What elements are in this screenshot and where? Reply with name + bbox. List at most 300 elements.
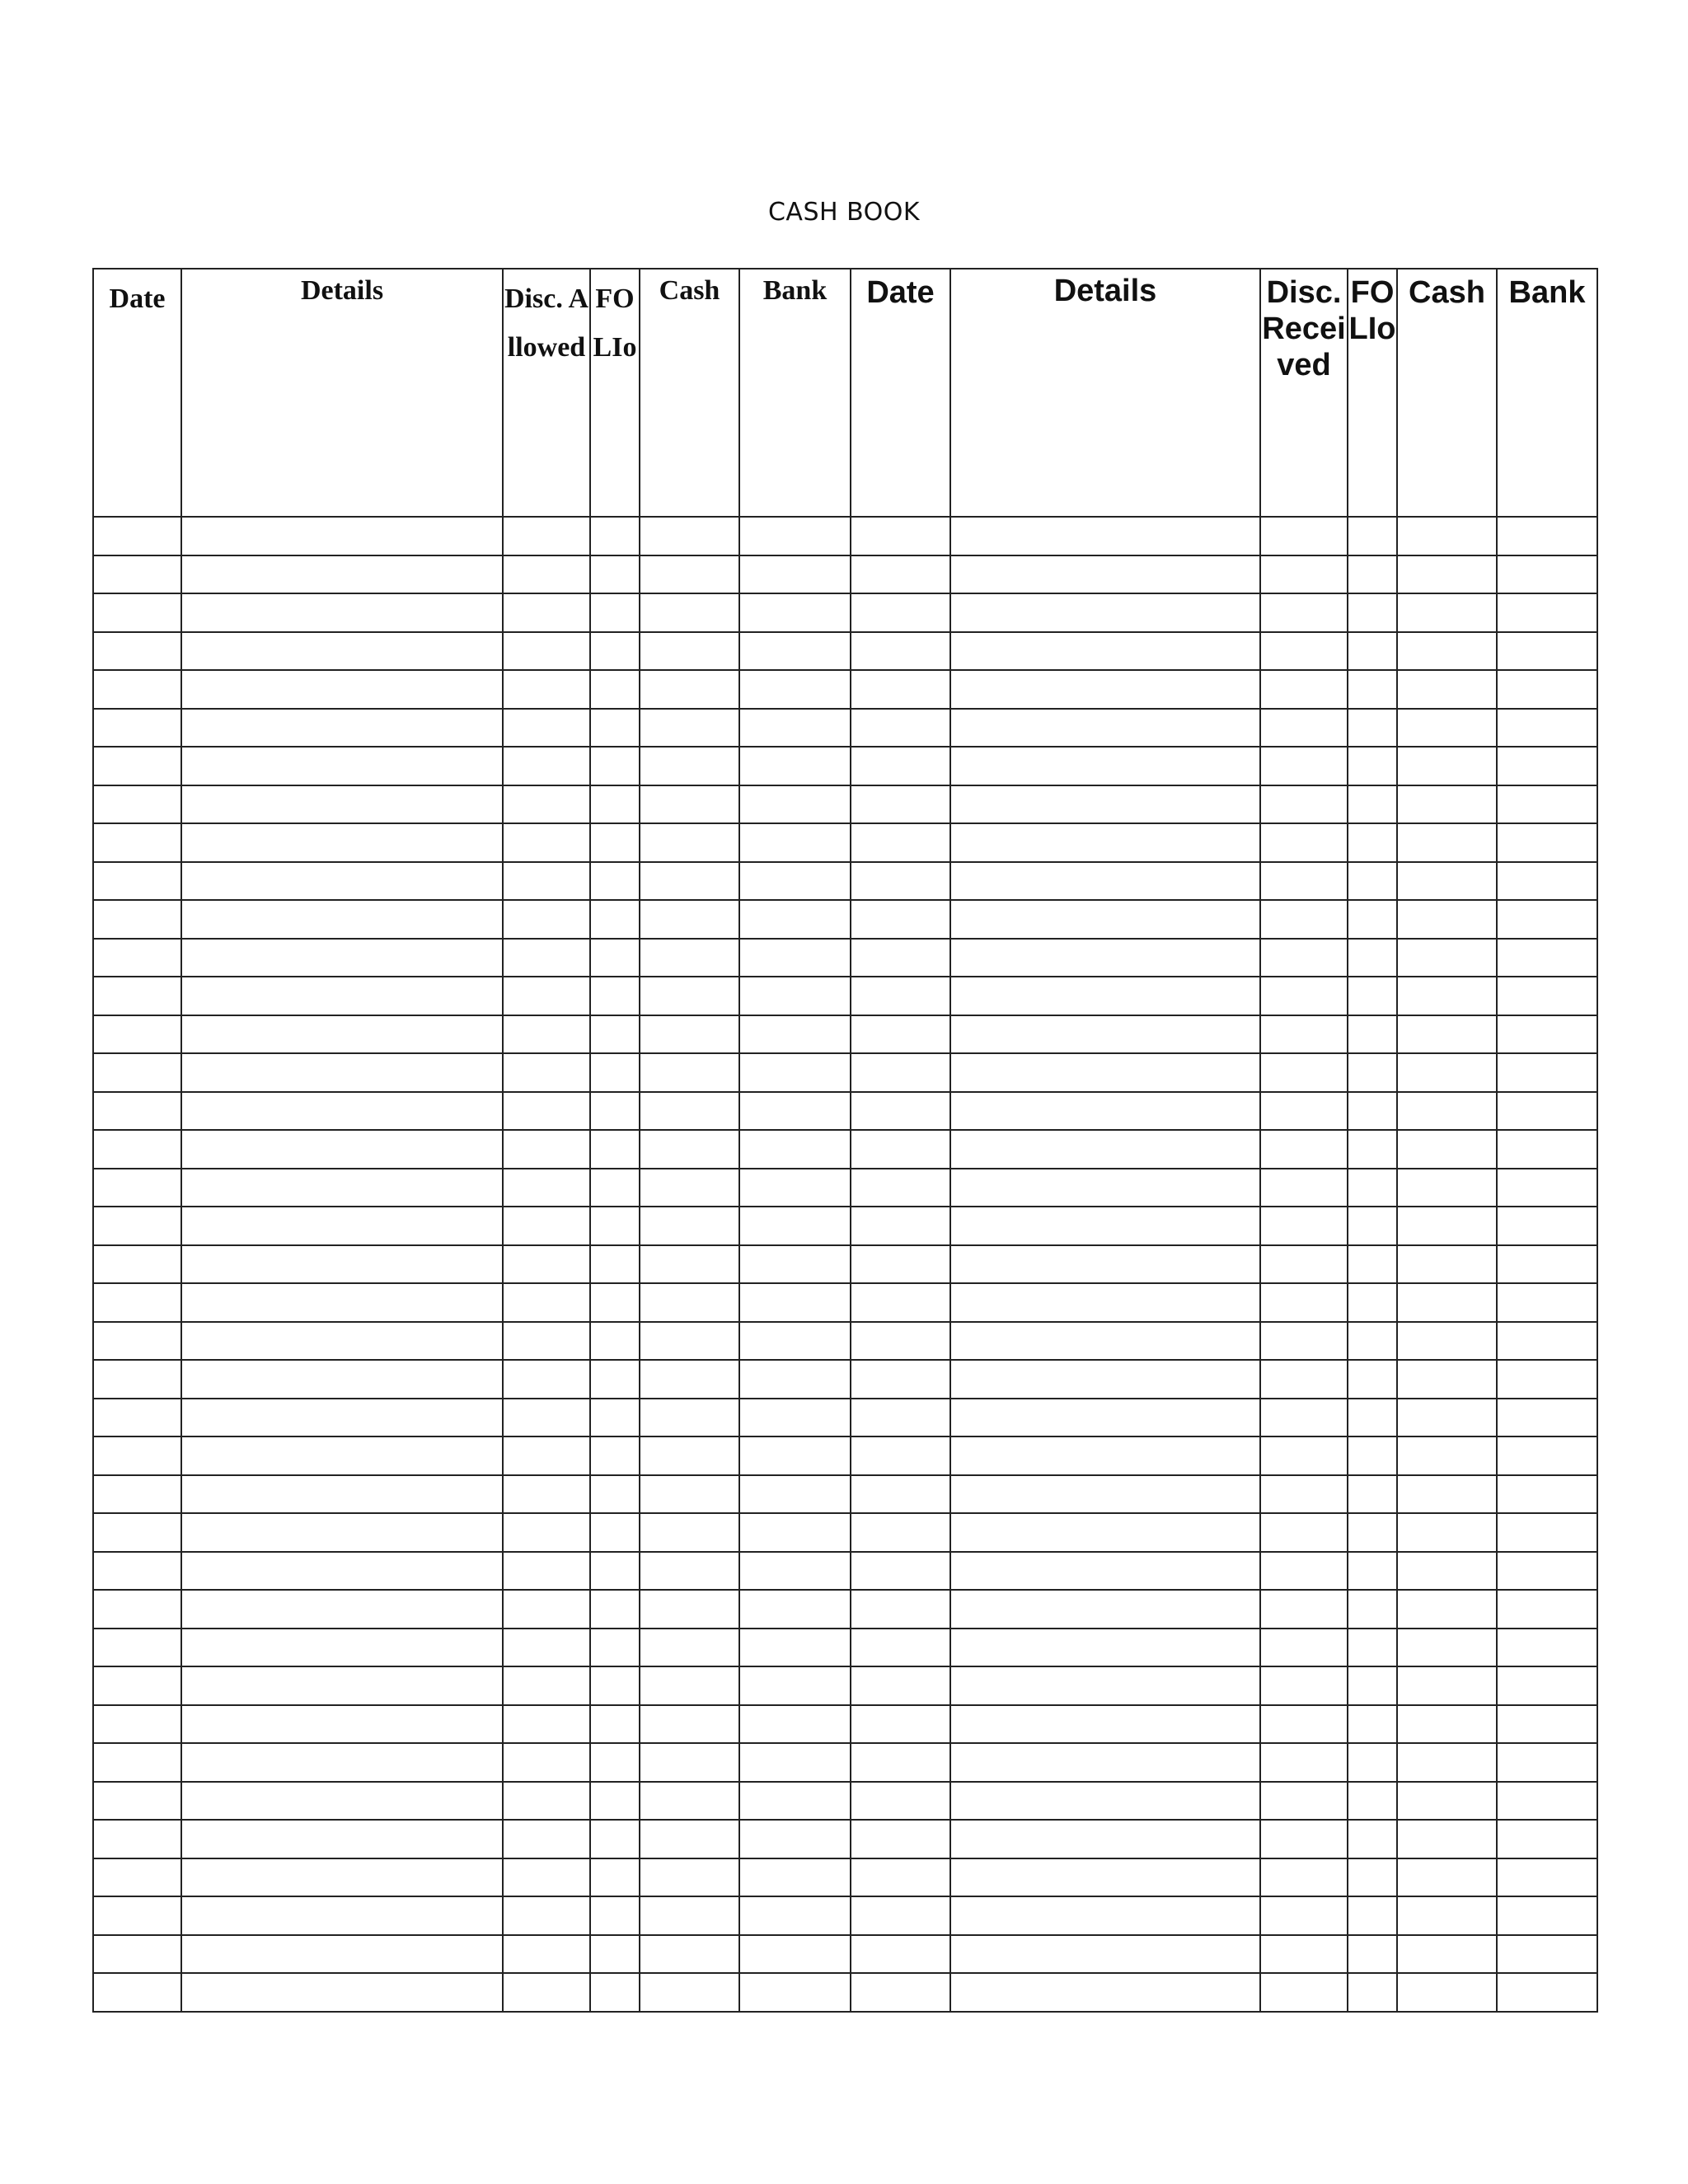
table-cell xyxy=(181,1475,503,1514)
table-cell xyxy=(181,862,503,901)
table-cell xyxy=(739,1207,851,1245)
table-cell xyxy=(1497,1935,1597,1974)
table-row xyxy=(93,1513,1597,1552)
table-cell xyxy=(1397,1705,1497,1744)
table-cell xyxy=(640,1207,739,1245)
table-cell xyxy=(640,939,739,977)
table-cell xyxy=(93,1513,181,1552)
table-cell xyxy=(1397,1896,1497,1935)
table-body xyxy=(93,517,1597,2012)
table-cell xyxy=(950,862,1260,901)
table-cell xyxy=(739,1053,851,1092)
table-cell xyxy=(640,1322,739,1361)
table-cell xyxy=(950,1399,1260,1437)
table-cell xyxy=(640,785,739,824)
table-cell xyxy=(1260,593,1348,632)
table-cell xyxy=(950,823,1260,862)
table-cell xyxy=(590,977,640,1015)
table-cell xyxy=(93,1053,181,1092)
table-cell xyxy=(851,1322,950,1361)
table-cell xyxy=(739,1552,851,1591)
header-cash-credit: Cash xyxy=(1397,269,1497,517)
table-cell xyxy=(503,632,590,671)
table-cell xyxy=(950,1092,1260,1131)
table-cell xyxy=(590,1475,640,1514)
table-cell xyxy=(590,1629,640,1667)
table-cell xyxy=(1260,1169,1348,1207)
table-cell xyxy=(851,632,950,671)
table-cell xyxy=(739,1015,851,1054)
table-cell xyxy=(1497,1513,1597,1552)
table-cell xyxy=(640,1399,739,1437)
table-row xyxy=(93,1782,1597,1821)
table-cell xyxy=(739,1743,851,1782)
table-cell xyxy=(739,1399,851,1437)
table-cell xyxy=(590,1743,640,1782)
header-details-debit: Details xyxy=(181,269,503,517)
table-cell xyxy=(181,1743,503,1782)
table-cell xyxy=(503,1245,590,1284)
table-cell xyxy=(950,1552,1260,1591)
table-cell xyxy=(181,1552,503,1591)
table-cell xyxy=(93,632,181,671)
header-disc-allowed: Disc. Allowed xyxy=(503,269,590,517)
table-cell xyxy=(93,900,181,939)
table-cell xyxy=(590,1130,640,1169)
table-cell xyxy=(1260,1360,1348,1399)
table-cell xyxy=(950,1245,1260,1284)
table-cell xyxy=(181,785,503,824)
table-row xyxy=(93,555,1597,594)
table-cell xyxy=(851,1130,950,1169)
table-cell xyxy=(590,1245,640,1284)
table-row xyxy=(93,1629,1597,1667)
table-cell xyxy=(503,1935,590,1974)
table-cell xyxy=(93,1245,181,1284)
table-cell xyxy=(739,632,851,671)
table-cell xyxy=(1397,1399,1497,1437)
table-cell xyxy=(503,1322,590,1361)
table-cell xyxy=(739,1973,851,2012)
table-cell xyxy=(950,1360,1260,1399)
table-cell xyxy=(503,1513,590,1552)
table-cell xyxy=(851,939,950,977)
table-cell xyxy=(503,1820,590,1858)
table-cell xyxy=(1348,709,1397,748)
table-cell xyxy=(1497,1015,1597,1054)
table-cell xyxy=(640,1053,739,1092)
table-cell xyxy=(950,900,1260,939)
table-cell xyxy=(1497,1973,1597,2012)
table-cell xyxy=(590,1666,640,1705)
table-cell xyxy=(1260,1629,1348,1667)
table-cell xyxy=(1397,1360,1497,1399)
table-cell xyxy=(739,1858,851,1897)
table-cell xyxy=(503,555,590,594)
table-cell xyxy=(1397,1935,1497,1974)
table-row xyxy=(93,1322,1597,1361)
table-cell xyxy=(503,1283,590,1322)
table-cell xyxy=(1397,517,1497,555)
table-cell xyxy=(1260,1590,1348,1629)
table-cell xyxy=(1497,670,1597,709)
table-cell xyxy=(640,1896,739,1935)
table-cell xyxy=(739,862,851,901)
table-cell xyxy=(851,1283,950,1322)
table-cell xyxy=(1348,1820,1397,1858)
table-cell xyxy=(181,1245,503,1284)
table-cell xyxy=(950,555,1260,594)
table-cell xyxy=(181,1436,503,1475)
table-cell xyxy=(640,1552,739,1591)
table-cell xyxy=(503,1743,590,1782)
table-cell xyxy=(950,1590,1260,1629)
table-cell xyxy=(1497,1475,1597,1514)
table-cell xyxy=(640,823,739,862)
table-cell xyxy=(93,1475,181,1514)
table-cell xyxy=(1397,1858,1497,1897)
table-cell xyxy=(640,1169,739,1207)
table-cell xyxy=(181,1169,503,1207)
table-cell xyxy=(1348,593,1397,632)
table-cell xyxy=(851,709,950,748)
table-cell xyxy=(950,1629,1260,1667)
table-cell xyxy=(181,1053,503,1092)
table-cell xyxy=(1397,1590,1497,1629)
table-cell xyxy=(1260,1513,1348,1552)
table-row xyxy=(93,1666,1597,1705)
table-cell xyxy=(851,517,950,555)
table-cell xyxy=(1260,709,1348,748)
table-cell xyxy=(640,1705,739,1744)
table-cell xyxy=(640,862,739,901)
table-cell xyxy=(93,823,181,862)
table-cell xyxy=(950,1973,1260,2012)
table-cell xyxy=(950,1705,1260,1744)
table-cell xyxy=(181,1399,503,1437)
table-row xyxy=(93,1053,1597,1092)
table-cell xyxy=(739,670,851,709)
table-cell xyxy=(1397,1092,1497,1131)
table-cell xyxy=(93,1820,181,1858)
table-cell xyxy=(503,1169,590,1207)
table-cell xyxy=(1348,1935,1397,1974)
table-cell xyxy=(181,1896,503,1935)
table-cell xyxy=(1497,1130,1597,1169)
table-cell xyxy=(1397,1743,1497,1782)
table-cell xyxy=(851,1513,950,1552)
table-cell xyxy=(1348,1552,1397,1591)
table-row xyxy=(93,747,1597,785)
table-cell xyxy=(503,1973,590,2012)
table-cell xyxy=(1397,939,1497,977)
table-cell xyxy=(1348,1705,1397,1744)
table-cell xyxy=(1497,977,1597,1015)
table-cell xyxy=(1397,1322,1497,1361)
table-cell xyxy=(93,1896,181,1935)
table-cell xyxy=(739,939,851,977)
table-cell xyxy=(739,1436,851,1475)
table-cell xyxy=(93,1436,181,1475)
header-folio-credit: FOLIo xyxy=(1348,269,1397,517)
table-cell xyxy=(1348,1896,1397,1935)
table-cell xyxy=(950,1015,1260,1054)
table-cell xyxy=(950,939,1260,977)
table-cell xyxy=(1348,1053,1397,1092)
table-cell xyxy=(1497,862,1597,901)
table-cell xyxy=(1348,1629,1397,1667)
table-cell xyxy=(503,1130,590,1169)
table-cell xyxy=(1348,1130,1397,1169)
table-cell xyxy=(640,517,739,555)
table-cell xyxy=(181,555,503,594)
table-cell xyxy=(181,709,503,748)
table-cell xyxy=(640,1782,739,1821)
table-cell xyxy=(1348,517,1397,555)
table-cell xyxy=(851,1475,950,1514)
table-cell xyxy=(950,1283,1260,1322)
table-cell xyxy=(1260,1973,1348,2012)
table-cell xyxy=(640,1820,739,1858)
table-cell xyxy=(1260,670,1348,709)
table-row xyxy=(93,517,1597,555)
table-cell xyxy=(1397,900,1497,939)
table-cell xyxy=(1260,900,1348,939)
table-cell xyxy=(1497,1322,1597,1361)
table-cell xyxy=(739,1322,851,1361)
table-cell xyxy=(1348,670,1397,709)
table-cell xyxy=(503,517,590,555)
table-cell xyxy=(1348,1169,1397,1207)
table-cell xyxy=(1397,1513,1497,1552)
table-cell xyxy=(503,1053,590,1092)
table-cell xyxy=(950,1207,1260,1245)
table-row xyxy=(93,1973,1597,2012)
table-cell xyxy=(640,1436,739,1475)
table-cell xyxy=(739,593,851,632)
table-row xyxy=(93,1896,1597,1935)
table-cell xyxy=(590,1782,640,1821)
table-cell xyxy=(1397,1552,1497,1591)
table-row xyxy=(93,1436,1597,1475)
table-cell xyxy=(1260,1207,1348,1245)
header-bank-debit: Bank xyxy=(739,269,851,517)
table-cell xyxy=(1348,1743,1397,1782)
table-cell xyxy=(181,593,503,632)
table-cell xyxy=(181,1283,503,1322)
table-cell xyxy=(1348,1015,1397,1054)
table-cell xyxy=(503,1207,590,1245)
table-row xyxy=(93,1552,1597,1591)
table-cell xyxy=(739,1820,851,1858)
table-cell xyxy=(1397,593,1497,632)
table-cell xyxy=(950,1475,1260,1514)
table-cell xyxy=(1397,1130,1497,1169)
table-cell xyxy=(1260,1820,1348,1858)
table-row xyxy=(93,823,1597,862)
table-row xyxy=(93,862,1597,901)
table-row xyxy=(93,1130,1597,1169)
table-cell xyxy=(181,1858,503,1897)
table-cell xyxy=(590,747,640,785)
table-cell xyxy=(1348,1475,1397,1514)
table-cell xyxy=(503,1896,590,1935)
table-cell xyxy=(640,1092,739,1131)
table-cell xyxy=(950,1436,1260,1475)
table-cell xyxy=(590,862,640,901)
table-cell xyxy=(851,1858,950,1897)
table-cell xyxy=(739,1283,851,1322)
table-cell xyxy=(503,1015,590,1054)
table-cell xyxy=(640,709,739,748)
table-cell xyxy=(1497,1245,1597,1284)
table-cell xyxy=(1348,823,1397,862)
table-cell xyxy=(1397,1245,1497,1284)
table-cell xyxy=(851,1666,950,1705)
cash-book-table xyxy=(92,268,1598,2013)
table-cell xyxy=(851,1590,950,1629)
table-cell xyxy=(1260,1130,1348,1169)
table-cell xyxy=(93,1360,181,1399)
table-row xyxy=(93,1092,1597,1131)
table-cell xyxy=(1397,670,1497,709)
table-cell xyxy=(590,593,640,632)
table-cell xyxy=(1260,1322,1348,1361)
table-cell xyxy=(93,977,181,1015)
table-cell xyxy=(1260,1015,1348,1054)
table-cell xyxy=(640,593,739,632)
table-cell xyxy=(1497,1629,1597,1667)
table-cell xyxy=(640,1666,739,1705)
table-cell xyxy=(1348,1322,1397,1361)
table-cell xyxy=(1497,1782,1597,1821)
table-row xyxy=(93,1820,1597,1858)
table-cell xyxy=(1348,1360,1397,1399)
table-cell xyxy=(503,1629,590,1667)
table-cell xyxy=(739,1935,851,1974)
table-cell xyxy=(93,1782,181,1821)
table-cell xyxy=(950,977,1260,1015)
table-cell xyxy=(1348,1590,1397,1629)
table-cell xyxy=(590,1820,640,1858)
table-cell xyxy=(1260,1552,1348,1591)
table-cell xyxy=(1397,785,1497,824)
table-cell xyxy=(93,1322,181,1361)
table-cell xyxy=(503,747,590,785)
table-cell xyxy=(851,670,950,709)
table-row xyxy=(93,1590,1597,1629)
table-cell xyxy=(1260,747,1348,785)
table-cell xyxy=(1497,632,1597,671)
table-cell xyxy=(1348,1782,1397,1821)
table-cell xyxy=(93,1743,181,1782)
table-cell xyxy=(503,593,590,632)
table-cell xyxy=(1497,517,1597,555)
table-cell xyxy=(950,593,1260,632)
table-cell xyxy=(1260,1399,1348,1437)
table-cell xyxy=(181,1935,503,1974)
table-cell xyxy=(181,1705,503,1744)
table-cell xyxy=(739,1590,851,1629)
table-cell xyxy=(181,1360,503,1399)
table-cell xyxy=(1260,939,1348,977)
table-cell xyxy=(1397,1820,1497,1858)
table-cell xyxy=(93,747,181,785)
table-cell xyxy=(590,1436,640,1475)
table-cell xyxy=(851,1169,950,1207)
table-cell xyxy=(1348,977,1397,1015)
table-cell xyxy=(640,1283,739,1322)
table-cell xyxy=(739,1092,851,1131)
table-cell xyxy=(1497,1399,1597,1437)
table-cell xyxy=(739,1245,851,1284)
table-cell xyxy=(503,785,590,824)
table-cell xyxy=(640,1130,739,1169)
table-cell xyxy=(851,862,950,901)
table-cell xyxy=(503,1858,590,1897)
table-cell xyxy=(503,1436,590,1475)
table-cell xyxy=(181,1973,503,2012)
table-row xyxy=(93,1935,1597,1974)
table-cell xyxy=(851,1705,950,1744)
table-cell xyxy=(851,977,950,1015)
table-cell xyxy=(950,517,1260,555)
table-cell xyxy=(1348,1973,1397,2012)
table-cell xyxy=(950,1513,1260,1552)
table-cell xyxy=(1348,1092,1397,1131)
table-cell xyxy=(590,785,640,824)
table-cell xyxy=(93,670,181,709)
table-cell xyxy=(503,709,590,748)
table-cell xyxy=(590,823,640,862)
table-cell xyxy=(1397,1782,1497,1821)
table-cell xyxy=(640,632,739,671)
table-cell xyxy=(739,1513,851,1552)
table-cell xyxy=(503,1552,590,1591)
table-cell xyxy=(503,1590,590,1629)
table-cell xyxy=(1348,939,1397,977)
table-cell xyxy=(93,593,181,632)
table-cell xyxy=(851,1820,950,1858)
table-cell xyxy=(1497,1858,1597,1897)
table-row xyxy=(93,1858,1597,1897)
table-cell xyxy=(1348,555,1397,594)
header-bank-credit: Bank xyxy=(1497,269,1597,517)
table-cell xyxy=(1348,1283,1397,1322)
table-cell xyxy=(1260,632,1348,671)
table-cell xyxy=(1497,1666,1597,1705)
table-cell xyxy=(590,1896,640,1935)
table-cell xyxy=(1397,1629,1497,1667)
table-cell xyxy=(1348,632,1397,671)
table-cell xyxy=(181,1130,503,1169)
table-row xyxy=(93,1015,1597,1054)
table-cell xyxy=(950,632,1260,671)
table-cell xyxy=(739,1896,851,1935)
table-cell xyxy=(640,1513,739,1552)
table-row xyxy=(93,1283,1597,1322)
table-cell xyxy=(851,900,950,939)
table-cell xyxy=(1260,1053,1348,1092)
header-cash-debit: Cash xyxy=(640,269,739,517)
table-cell xyxy=(1348,862,1397,901)
table-cell xyxy=(1397,1666,1497,1705)
table-cell xyxy=(1497,1207,1597,1245)
table-cell xyxy=(950,1782,1260,1821)
table-cell xyxy=(503,1360,590,1399)
table-cell xyxy=(851,1053,950,1092)
table-cell xyxy=(181,823,503,862)
